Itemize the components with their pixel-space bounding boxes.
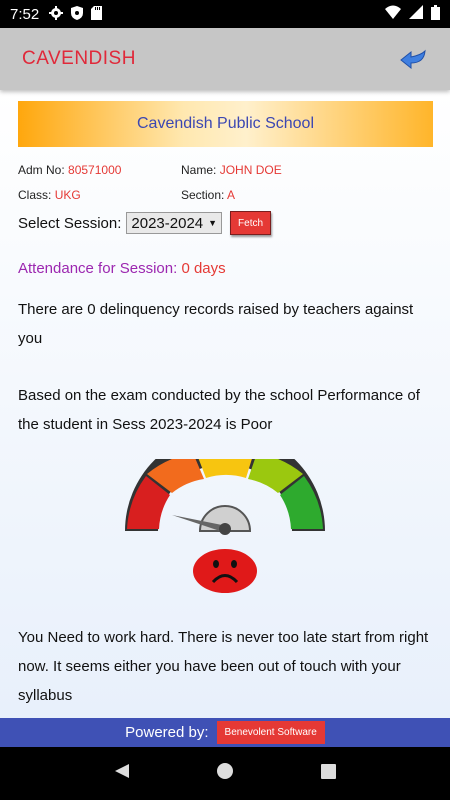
battery-icon [431, 5, 440, 24]
shield-icon [71, 6, 83, 23]
status-time: 7:52 [10, 5, 40, 23]
adm-value: 80571000 [68, 163, 122, 177]
section-value: A [227, 188, 236, 202]
attendance-label: Attendance for Session: [18, 260, 178, 277]
school-name: Cavendish Public School [137, 115, 314, 132]
sad-face-icon [193, 547, 257, 595]
app-title: CAVENDISH [22, 48, 136, 69]
mood-indicator [18, 547, 432, 595]
class-value: UKG [54, 188, 81, 202]
powered-by-label: Powered by: [125, 724, 209, 741]
status-bar [0, 0, 450, 28]
student-class [18, 188, 181, 202]
name-value: JOHN DOE [219, 163, 282, 177]
student-info [18, 163, 432, 202]
wifi-icon [385, 5, 401, 23]
advice-message: You Need to work hard. There is never too late start from right now. It seems either you have been out of touch with your syllabus [18, 629, 429, 704]
brand-link[interactable]: Benevolent Software [217, 721, 325, 744]
session-selected: 2023-2024 [131, 214, 204, 232]
delinquency-message: There are 0 delinquency records raised by teachers against you [18, 301, 414, 347]
app-bar [0, 28, 450, 90]
gauge-segment-yellow [196, 459, 254, 478]
fetch-button[interactable]: Fetch [230, 211, 271, 235]
adm-label: Adm No: [18, 163, 65, 177]
back-triangle-icon[interactable] [114, 763, 130, 784]
home-circle-icon[interactable] [217, 763, 233, 784]
attendance [18, 260, 432, 277]
recents-square-icon[interactable] [321, 764, 336, 784]
performance-gauge [18, 459, 432, 539]
session-select[interactable] [126, 212, 222, 234]
footer [0, 718, 450, 747]
session-row [18, 211, 432, 235]
caret-down-icon: ▼ [208, 218, 218, 228]
school-banner [18, 101, 433, 147]
main-content [0, 90, 450, 718]
nav-bar [0, 747, 450, 800]
student-name [181, 163, 381, 177]
session-label: Select Session: [18, 214, 122, 232]
sd-card-icon [91, 6, 102, 23]
class-label: Class: [18, 188, 52, 202]
back-arrow-icon[interactable] [398, 47, 428, 71]
student-section [181, 188, 381, 202]
name-label: Name: [181, 163, 217, 177]
attendance-value: 0 days [181, 260, 226, 277]
section-label: Section: [181, 188, 225, 202]
performance-message: Based on the exam conducted by the school Performance of the student in Sess 2023-2024 is Poor [18, 387, 420, 433]
gear-icon [49, 6, 63, 23]
adm-no [18, 163, 181, 177]
signal-icon [409, 5, 423, 23]
